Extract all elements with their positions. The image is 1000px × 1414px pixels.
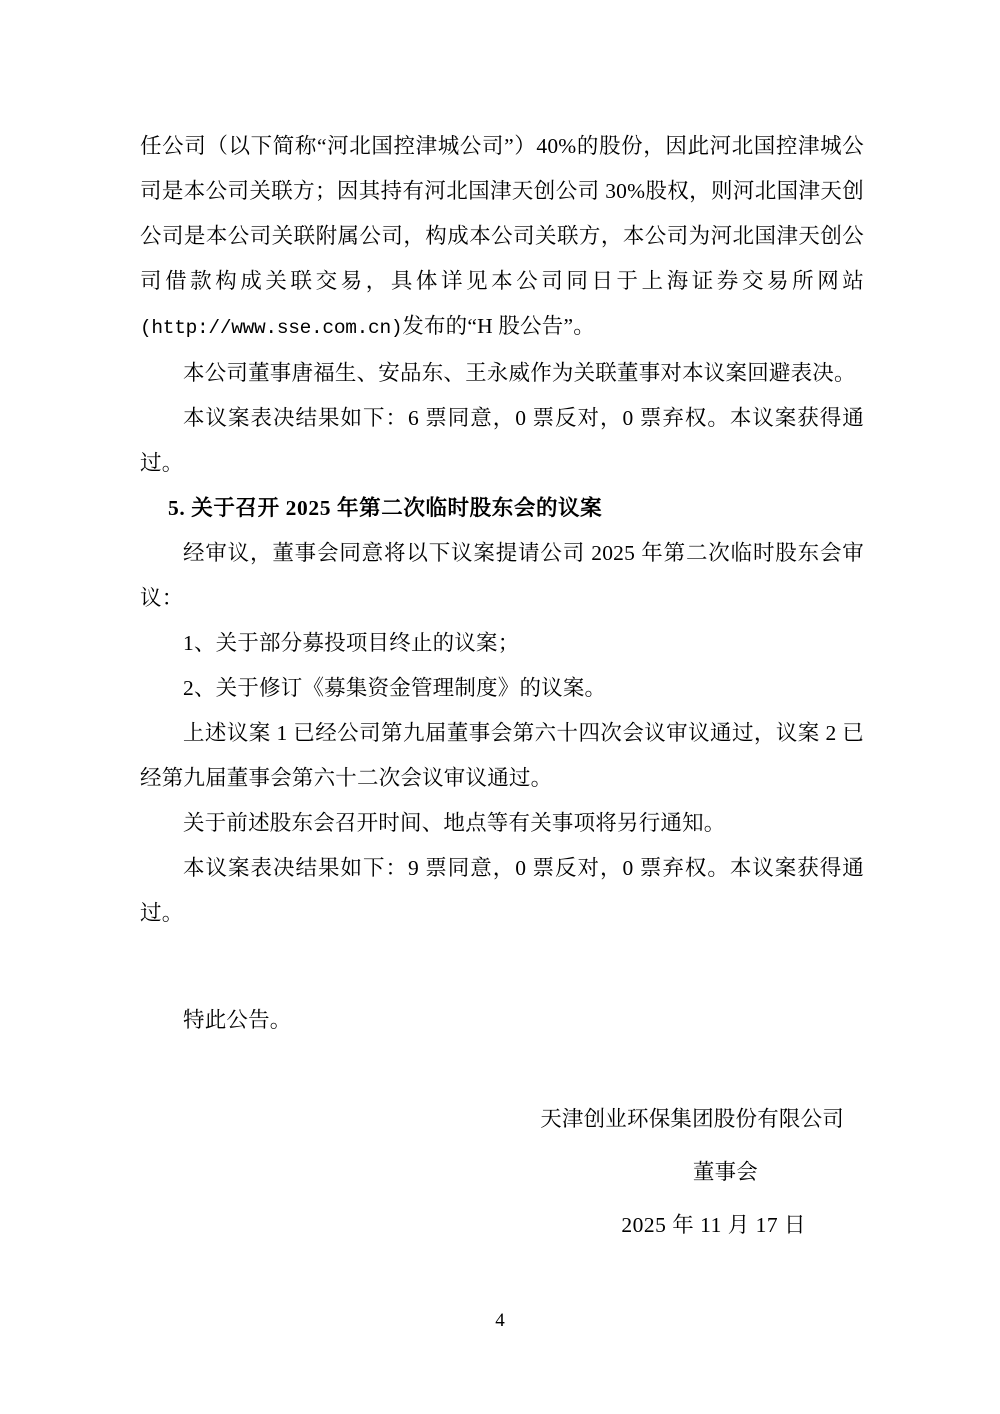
paragraph-meeting-notice: 关于前述股东会召开时间、地点等有关事项将另行通知。 [183, 811, 726, 835]
paragraph-vote-result-2: 本议案表决结果如下：9 票同意，0 票反对，0 票弃权。本议案获得通过。 [140, 856, 864, 925]
paragraph-announcement: 特此公告。 [183, 1008, 292, 1032]
signature-company: 天津创业环保集团股份有限公司 [540, 1107, 844, 1131]
signature-organization: 董事会 [692, 1160, 758, 1184]
document-body [140, 124, 864, 1256]
heading-item-5: 5. 关于召开 2025 年第二次临时股东会的议案 [168, 496, 603, 520]
paragraph-text-part-2: 发布的“H 股公告”。 [402, 314, 595, 338]
page-number: 4 [495, 1310, 505, 1331]
paragraph-sub-item-2: 2、关于修订《募集资金管理制度》的议案。 [183, 676, 607, 700]
paragraph-avoid-vote: 本公司董事唐福生、安品东、王永威作为关联董事对本议案回避表决。 [183, 361, 856, 385]
paragraph-vote-result-1: 本议案表决结果如下：6 票同意，0 票反对，0 票弃权。本议案获得通过。 [140, 406, 864, 475]
paragraph-approval-history: 上述议案 1 已经公司第九届董事会第六十四次会议审议通过，议案 2 已经第九届董事会第六十二次会议审议通过。 [140, 721, 864, 790]
signature-date: 2025 年 11 月 17 日 [621, 1213, 806, 1237]
spacer [140, 936, 864, 998]
paragraph-text-part-1: 任公司（以下简称“河北国控津城公司”）40%的股份，因此河北国控津城公司是本公司关联方；因其持有河北国津天创公司 30%股权，则河北国津天创公司是本公司关联附属公司，构成本公司关联方，本公司为河北国津天创公司借款构成关联交易，具体详见本公司同日于上海证券交易所网站 [140, 134, 864, 293]
paragraph-board-agree: 经审议，董事会同意将以下议案提请公司 2025 年第二次临时股东会审议： [140, 541, 864, 610]
signature-block [140, 1097, 864, 1248]
sse-website-url: (http://www.sse.com.cn) [140, 317, 403, 339]
paragraph-sub-item-1: 1、关于部分募投项目终止的议案； [183, 631, 520, 655]
paragraph-related-party [140, 124, 864, 351]
